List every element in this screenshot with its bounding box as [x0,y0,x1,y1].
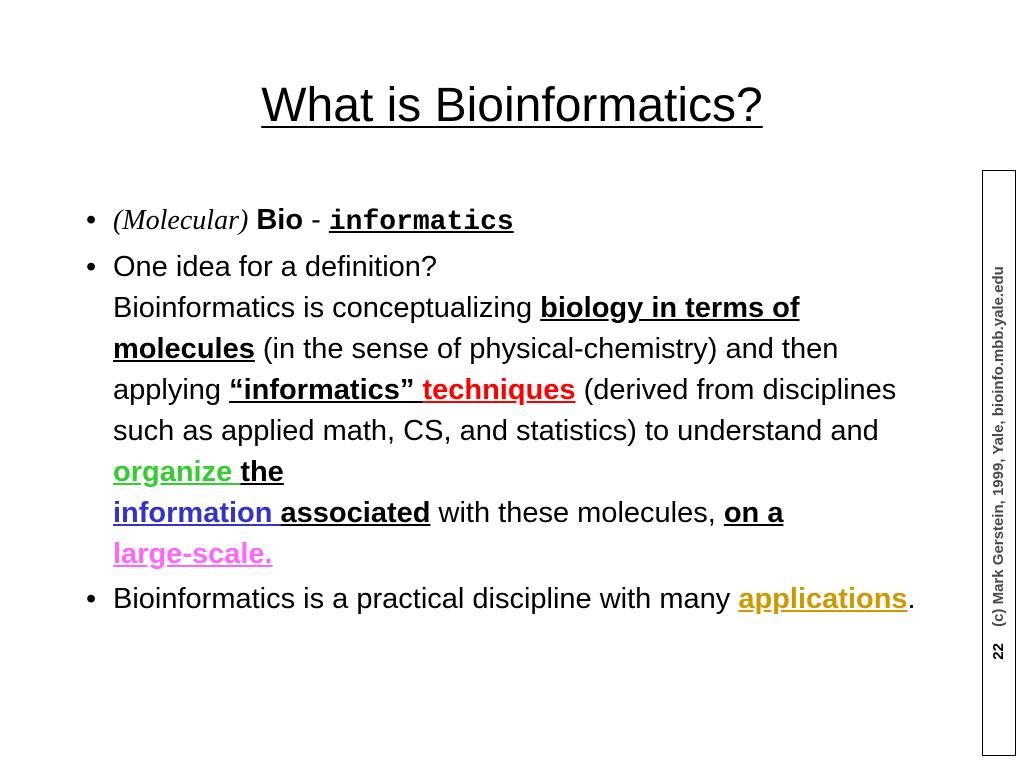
slide-title: What is Bioinformatics? [261,79,763,132]
information-text: information [113,497,281,529]
bullet-list [86,200,946,624]
practical-discipline-text: Bioinformatics is a practical discipline with many [113,583,739,615]
large-scale-text: large-scale. [113,538,273,570]
definition-text-4: with these molecules, [430,497,724,529]
applications-text: applications [738,583,908,615]
bio-text: Bio [256,204,304,236]
associated-text: associated [280,497,431,529]
molecular-text: (Molecular) [113,205,249,236]
bullet-dot-icon: • [86,204,97,236]
biology-in-terms-of-molecules: biology in terms of molecules [113,292,800,365]
informatics-text: informatics [328,207,514,238]
informatics-quoted: “informatics” [229,374,423,406]
definition-text-2: (in the sense of physical-chemistry) and then applying [113,333,839,406]
period-text: . [907,583,916,615]
techniques-text: techniques [422,374,576,406]
organize-text: organize [113,456,241,488]
dash-text: - [303,204,329,236]
page-number: 22 [990,643,1007,660]
bullet-item-practical-discipline [86,579,946,620]
credit-sidebar-text [990,266,1008,660]
bullet-dot-icon: • [86,583,97,615]
credit-sidebar [982,170,1016,756]
bullet-dot-icon: • [86,251,97,283]
bullet-item-molecular-bioinformatics [86,200,946,243]
the-text: the [240,456,284,488]
bullet-item-definition [86,247,946,575]
definition-question: One idea for a definition? [113,251,438,283]
definition-text-1: Bioinformatics is conceptualizing [113,292,541,324]
definition-text-3: (derived from disciplines such as applied math, CS, and statistics) to understand and [113,374,897,447]
copyright-credit: (c) Mark Gerstein, 1999, Yale, bioinfo.mbb.yale.edu [990,266,1007,627]
on-a-text: on a [723,497,784,529]
